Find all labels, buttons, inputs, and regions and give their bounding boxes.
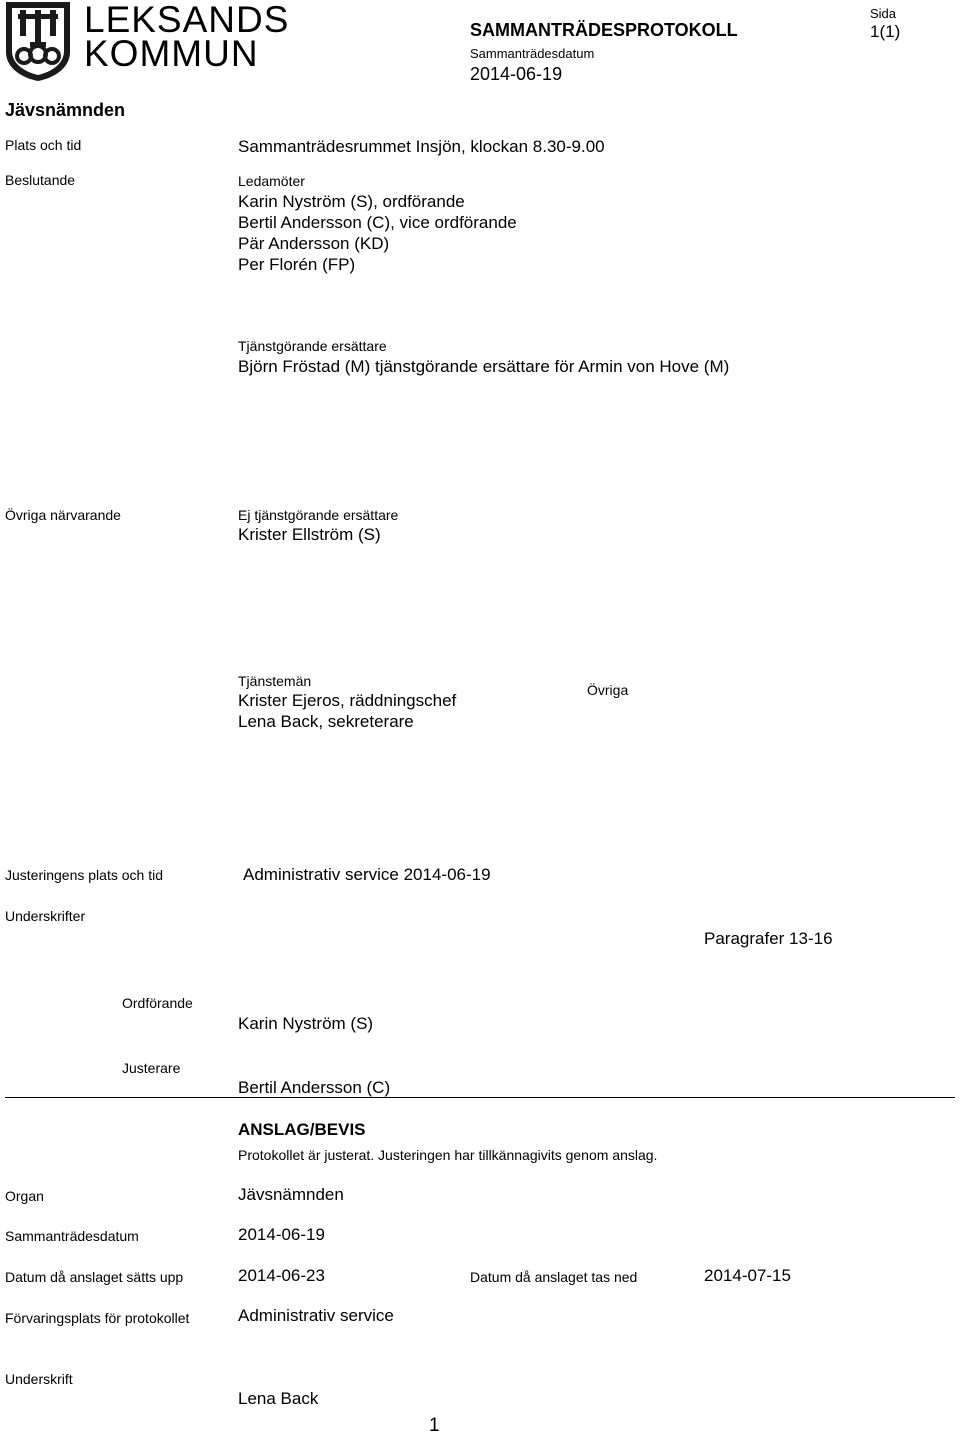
- posted-date-label: Datum då anslaget sätts upp: [5, 1269, 184, 1285]
- logo-line-2: KOMMUN: [84, 33, 259, 74]
- adjuster-name: Bertil Andersson (C): [238, 1078, 391, 1097]
- storage-value: Administrativ service: [238, 1306, 394, 1325]
- organ-value: Jävsnämnden: [238, 1185, 344, 1204]
- adjustment-value: Administrativ service 2014-06-19: [243, 865, 491, 884]
- member-item: Pär Andersson (KD): [238, 234, 390, 253]
- officials-heading: Tjänstemän: [238, 673, 312, 689]
- coat-of-arms-icon: [4, 0, 72, 82]
- nonserving-heading: Ej tjänstgörande ersättare: [238, 507, 399, 523]
- paragraphs-value: Paragrafer 13-16: [704, 929, 833, 948]
- removed-date-label: Datum då anslaget tas ned: [470, 1269, 638, 1285]
- header-date: 2014-06-19: [470, 64, 563, 84]
- members-block: [238, 171, 517, 275]
- meeting-date-value: 2014-06-19: [238, 1225, 325, 1244]
- member-item: Per Florén (FP): [238, 255, 356, 274]
- signatures-label: Underskrifter: [5, 908, 86, 924]
- meeting-date-label: Sammanträdesdatum: [5, 1228, 139, 1244]
- header-date-label: Sammanträdesdatum: [470, 46, 595, 61]
- page-number: 1: [429, 1415, 440, 1436]
- posted-date-value: 2014-06-23: [238, 1266, 325, 1285]
- divider: [5, 1097, 955, 1098]
- decision-makers-label: Beslutande: [5, 172, 76, 188]
- nonserving-item: Krister Ellström (S): [238, 525, 381, 544]
- adjustment-label: Justeringens plats och tid: [5, 867, 163, 883]
- page-value: 1(1): [870, 22, 901, 41]
- place-value: Sammanträdesrummet Insjön, klockan 8.30-9.00: [238, 137, 605, 156]
- removed-date-value: 2014-07-15: [704, 1266, 791, 1285]
- signature-label: Underskrift: [5, 1371, 73, 1387]
- place-label: Plats och tid: [5, 137, 82, 153]
- page-label: Sida: [870, 6, 897, 21]
- notice-text: Protokollet är justerat. Justeringen har tillkännagivits genom anslag.: [238, 1147, 658, 1163]
- signature-name: Lena Back: [238, 1389, 319, 1408]
- storage-label: Förvaringsplats för protokollet: [5, 1310, 190, 1326]
- document-type: SAMMANTRÄDESPROTOKOLL: [470, 20, 738, 40]
- substitutes-heading: Tjänstgörande ersättare: [238, 338, 387, 354]
- others-heading: Övriga: [587, 682, 629, 698]
- substitute-item: Björn Fröstad (M) tjänstgörande ersättare för Armin von Hove (M): [238, 357, 730, 376]
- organ-label: Organ: [5, 1188, 44, 1204]
- member-item: Karin Nyström (S), ordförande: [238, 192, 465, 211]
- members-heading: Ledamöter: [238, 173, 305, 189]
- notice-heading: ANSLAG/BEVIS: [238, 1120, 366, 1139]
- official-item: Lena Back, sekreterare: [238, 712, 414, 731]
- others-present-label: Övriga närvarande: [5, 507, 121, 523]
- logo-line-1: LEKSANDS: [84, 0, 290, 40]
- municipality-logo: [4, 0, 290, 82]
- committee-name: Jävsnämnden: [5, 100, 126, 120]
- chair-name: Karin Nyström (S): [238, 1014, 374, 1033]
- adjuster-label: Justerare: [122, 1060, 181, 1076]
- official-item: Krister Ejeros, räddningschef: [238, 691, 457, 710]
- chair-label: Ordförande: [122, 995, 193, 1011]
- member-item: Bertil Andersson (C), vice ordförande: [238, 213, 517, 232]
